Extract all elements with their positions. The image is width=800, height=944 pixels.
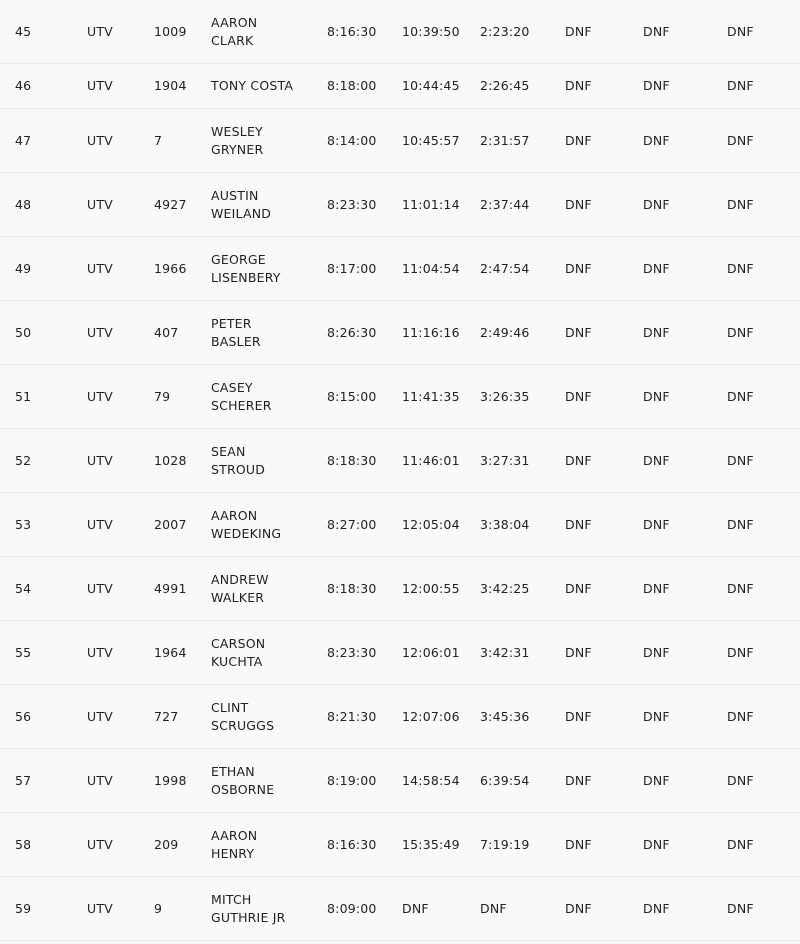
table-row [0, 493, 800, 557]
result-cell: DNF [727, 900, 754, 916]
elapsed-time-cell: 3:26:35 [480, 388, 530, 404]
driver-name-line: BASLER [211, 333, 261, 349]
elapsed-time-cell: 3:45:36 [480, 708, 530, 724]
elapsed-time-cell: 2:37:44 [480, 196, 530, 212]
class-cell: UTV [87, 260, 113, 276]
finish-time-cell: 14:58:54 [402, 772, 460, 788]
start-time-cell: 8:18:00 [327, 78, 377, 93]
start-time-cell: 8:14:00 [327, 132, 377, 148]
table-row [0, 877, 800, 941]
class-cell: UTV [87, 23, 113, 39]
result-cell: DNF [727, 388, 754, 404]
car-number-cell: 1028 [154, 452, 187, 468]
car-number-cell: 9 [154, 900, 163, 916]
result-cell: DNF [643, 452, 670, 468]
position-cell: 56 [15, 708, 32, 724]
result-cell: DNF [643, 900, 670, 916]
driver-name-line: CLARK [211, 32, 254, 48]
table-row [0, 557, 800, 621]
position-cell: 55 [15, 644, 32, 660]
table-row [0, 685, 800, 749]
table-row [0, 301, 800, 365]
driver-name-cell [211, 301, 327, 365]
table-row [0, 621, 800, 685]
driver-name-line: OSBORNE [211, 781, 275, 797]
class-cell: UTV [87, 900, 113, 916]
car-number-cell: 1966 [154, 260, 187, 276]
car-number-cell: 4927 [154, 196, 187, 212]
elapsed-time-cell: 2:49:46 [480, 324, 530, 340]
start-time-cell: 8:09:00 [327, 900, 377, 916]
driver-name-line: HENRY [211, 845, 255, 861]
class-cell: UTV [87, 580, 113, 596]
start-time-cell: 8:23:30 [327, 196, 377, 212]
class-cell: UTV [87, 324, 113, 340]
table-row [0, 0, 800, 64]
position-cell: 58 [15, 836, 32, 852]
result-cell: DNF [565, 452, 592, 468]
driver-name-line: MITCH [211, 891, 252, 907]
driver-name-cell [211, 877, 327, 941]
start-time-cell: 8:15:00 [327, 388, 377, 404]
finish-time-cell: 15:35:49 [402, 836, 460, 852]
driver-name-line: SCRUGGS [211, 717, 275, 733]
position-cell: 54 [15, 580, 32, 596]
finish-time-cell: 12:05:04 [402, 516, 460, 532]
start-time-cell: 8:16:30 [327, 23, 377, 39]
result-cell: DNF [727, 516, 754, 532]
driver-name-cell [211, 429, 327, 493]
result-cell: DNF [565, 388, 592, 404]
driver-name-line: KUCHTA [211, 653, 263, 669]
driver-name-cell [211, 621, 327, 685]
result-cell: DNF [643, 516, 670, 532]
result-cell: DNF [565, 580, 592, 596]
result-cell: DNF [727, 324, 754, 340]
result-cell: DNF [565, 196, 592, 212]
driver-name-cell [211, 493, 327, 557]
position-cell: 53 [15, 516, 32, 532]
finish-time-cell: 11:01:14 [402, 196, 460, 212]
class-cell: UTV [87, 516, 113, 532]
start-time-cell: 8:21:30 [327, 708, 377, 724]
result-cell: DNF [727, 644, 754, 660]
result-cell: DNF [727, 78, 754, 93]
driver-name-cell [211, 64, 327, 109]
driver-name-line: WEDEKING [211, 525, 282, 541]
result-cell: DNF [643, 836, 670, 852]
position-cell: 57 [15, 772, 32, 788]
driver-name-line: AUSTIN [211, 187, 259, 203]
position-cell: 45 [15, 23, 32, 39]
result-cell: DNF [643, 78, 670, 93]
driver-name-line: SCHERER [211, 397, 272, 413]
result-cell: DNF [727, 580, 754, 596]
result-cell: DNF [565, 516, 592, 532]
position-cell: 50 [15, 324, 32, 340]
car-number-cell: 1009 [154, 23, 187, 39]
finish-time-cell: 12:07:06 [402, 708, 460, 724]
result-cell: DNF [643, 708, 670, 724]
driver-name-line: GEORGE [211, 251, 266, 267]
driver-name-line: GUTHRIE JR [211, 909, 286, 925]
driver-name-line: CASEY [211, 379, 253, 395]
driver-name-cell [211, 173, 327, 237]
class-cell: UTV [87, 132, 113, 148]
finish-time-cell: 11:41:35 [402, 388, 460, 404]
result-cell: DNF [565, 644, 592, 660]
start-time-cell: 8:16:30 [327, 836, 377, 852]
start-time-cell: 8:27:00 [327, 516, 377, 532]
result-cell: DNF [643, 772, 670, 788]
table-row [0, 429, 800, 493]
result-cell: DNF [727, 836, 754, 852]
elapsed-time-cell: 3:42:25 [480, 580, 530, 596]
start-time-cell: 8:23:30 [327, 644, 377, 660]
start-time-cell: 8:17:00 [327, 260, 377, 276]
finish-time-cell: 11:16:16 [402, 324, 460, 340]
elapsed-time-cell: 7:19:19 [480, 836, 530, 852]
result-cell: DNF [643, 260, 670, 276]
driver-name-line: CARSON [211, 635, 266, 651]
elapsed-time-cell: 2:31:57 [480, 132, 530, 148]
class-cell: UTV [87, 708, 113, 724]
class-cell: UTV [87, 388, 113, 404]
car-number-cell: 79 [154, 388, 171, 404]
result-cell: DNF [565, 900, 592, 916]
driver-name-line: WEILAND [211, 205, 272, 221]
position-cell: 51 [15, 388, 32, 404]
elapsed-time-cell: 2:23:20 [480, 23, 530, 39]
position-cell: 48 [15, 196, 32, 212]
result-cell: DNF [565, 708, 592, 724]
elapsed-time-cell: DNF [480, 900, 507, 916]
result-cell: DNF [643, 388, 670, 404]
car-number-cell: 7 [154, 132, 163, 148]
class-cell: UTV [87, 196, 113, 212]
result-cell: DNF [643, 644, 670, 660]
table-row [0, 237, 800, 301]
result-cell: DNF [565, 836, 592, 852]
driver-name-cell [211, 365, 327, 429]
result-cell: DNF [643, 23, 670, 39]
elapsed-time-cell: 3:42:31 [480, 644, 530, 660]
driver-name-line: AARON [211, 14, 258, 30]
driver-name-cell [211, 749, 327, 813]
driver-name-cell [211, 237, 327, 301]
position-cell: 47 [15, 132, 32, 148]
class-cell: UTV [87, 644, 113, 660]
finish-time-cell: 12:00:55 [402, 580, 460, 596]
finish-time-cell: 11:04:54 [402, 260, 460, 276]
car-number-cell: 407 [154, 324, 179, 340]
elapsed-time-cell: 3:38:04 [480, 516, 530, 532]
result-cell: DNF [565, 23, 592, 39]
car-number-cell: 727 [154, 708, 179, 724]
driver-name-line: TONY COSTA [211, 78, 294, 93]
driver-name-cell [211, 685, 327, 749]
result-cell: DNF [727, 196, 754, 212]
finish-time-cell: 11:46:01 [402, 452, 460, 468]
driver-name-line: PETER [211, 315, 252, 331]
elapsed-time-cell: 3:27:31 [480, 452, 530, 468]
finish-time-cell: 10:45:57 [402, 132, 460, 148]
position-cell: 52 [15, 452, 32, 468]
car-number-cell: 1964 [154, 644, 187, 660]
elapsed-time-cell: 2:47:54 [480, 260, 530, 276]
car-number-cell: 209 [154, 836, 179, 852]
result-cell: DNF [727, 772, 754, 788]
result-cell: DNF [727, 132, 754, 148]
result-cell: DNF [727, 260, 754, 276]
result-cell: DNF [565, 772, 592, 788]
car-number-cell: 4991 [154, 580, 187, 596]
driver-name-line: WALKER [211, 589, 265, 605]
result-cell: DNF [565, 78, 592, 93]
driver-name-line: AARON [211, 827, 258, 843]
driver-name-line: STROUD [211, 461, 266, 477]
driver-name-line: WESLEY [211, 123, 263, 139]
driver-name-cell [211, 557, 327, 621]
finish-time-cell: 12:06:01 [402, 644, 460, 660]
start-time-cell: 8:18:30 [327, 580, 377, 596]
car-number-cell: 1998 [154, 772, 187, 788]
driver-name-cell [211, 109, 327, 173]
start-time-cell: 8:19:00 [327, 772, 377, 788]
driver-name-line: ETHAN [211, 763, 255, 779]
driver-name-cell [211, 813, 327, 877]
result-cell: DNF [727, 452, 754, 468]
driver-name-line: GRYNER [211, 141, 264, 157]
finish-time-cell: 10:39:50 [402, 23, 460, 39]
result-cell: DNF [565, 260, 592, 276]
result-cell: DNF [643, 196, 670, 212]
elapsed-time-cell: 6:39:54 [480, 772, 530, 788]
car-number-cell: 1904 [154, 78, 187, 93]
position-cell: 49 [15, 260, 32, 276]
class-cell: UTV [87, 772, 113, 788]
driver-name-cell [211, 0, 327, 64]
result-cell: DNF [727, 23, 754, 39]
position-cell: 46 [15, 78, 32, 93]
driver-name-line: SEAN [211, 443, 246, 459]
result-cell: DNF [643, 324, 670, 340]
result-cell: DNF [643, 580, 670, 596]
result-cell: DNF [565, 324, 592, 340]
finish-time-cell: 10:44:45 [402, 78, 460, 93]
class-cell: UTV [87, 78, 113, 93]
start-time-cell: 8:18:30 [327, 452, 377, 468]
table-row [0, 109, 800, 173]
elapsed-time-cell: 2:26:45 [480, 78, 530, 93]
driver-name-line: AARON [211, 507, 258, 523]
start-time-cell: 8:26:30 [327, 324, 377, 340]
table-row [0, 365, 800, 429]
class-cell: UTV [87, 452, 113, 468]
table-row [0, 64, 800, 109]
driver-name-line: LISENBERY [211, 269, 281, 285]
result-cell: DNF [643, 132, 670, 148]
result-cell: DNF [727, 708, 754, 724]
table-row [0, 813, 800, 877]
finish-time-cell: DNF [402, 900, 429, 916]
driver-name-line: ANDREW [211, 571, 269, 587]
table-row [0, 173, 800, 237]
class-cell: UTV [87, 836, 113, 852]
position-cell: 59 [15, 900, 32, 916]
result-cell: DNF [565, 132, 592, 148]
car-number-cell: 2007 [154, 516, 187, 532]
driver-name-line: CLINT [211, 699, 249, 715]
table-row [0, 749, 800, 813]
